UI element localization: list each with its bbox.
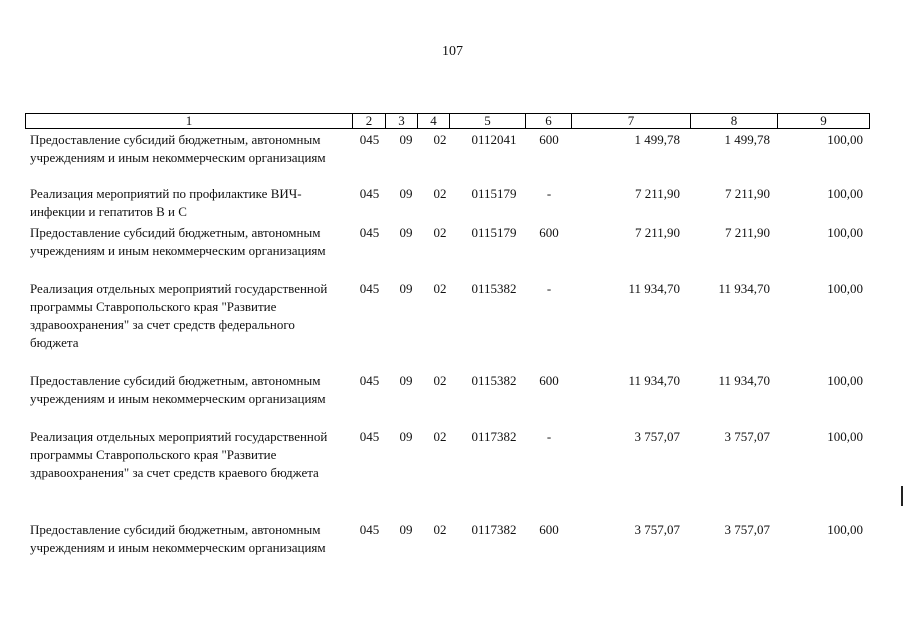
header-col-7: 7 [571, 114, 690, 128]
col-2-value: 045 [359, 281, 380, 296]
col-4-value: 02 [433, 281, 447, 296]
col-3-value: 09 [399, 186, 413, 201]
col-4-value: 02 [433, 132, 447, 147]
col-2-value: 045 [359, 522, 380, 537]
header-col-6: 6 [525, 114, 571, 128]
col-8-value: 1 499,78 [724, 132, 770, 147]
col-3-value: 09 [399, 225, 413, 240]
row-description: Предоставление субсидий бюджетным, автономным учреждениям и иным некоммерческим организациям [30, 225, 326, 258]
col-8-value: 3 757,07 [724, 429, 770, 444]
header-col-1: 1 [185, 113, 193, 128]
col-2-value: 045 [359, 132, 380, 147]
col-2-value: 045 [359, 225, 380, 240]
col-3-value: 09 [399, 373, 413, 388]
row-description: Предоставление субсидий бюджетным, автономным учреждениям и иным некоммерческим организациям [30, 132, 326, 165]
col-3-value: 09 [399, 429, 413, 444]
table-header [25, 113, 870, 129]
col-2-value: 045 [359, 429, 380, 444]
header-col-4: 4 [417, 114, 449, 128]
col-5-value: 0115179 [471, 225, 517, 240]
scan-artifact-mark [901, 486, 903, 506]
col-8-value: 7 211,90 [724, 186, 770, 201]
col-6-value: 600 [539, 225, 559, 240]
col-6-value: 600 [539, 373, 559, 388]
page-number: 107 [442, 44, 463, 59]
col-5-value: 0117382 [471, 522, 517, 537]
col-6-value: 600 [539, 522, 559, 537]
col-9-value: 100,00 [827, 522, 863, 537]
col-6-value: - [546, 429, 552, 444]
col-3-value: 09 [399, 132, 413, 147]
col-3-value: 09 [399, 522, 413, 537]
col-7-value: 11 934,70 [628, 373, 680, 388]
col-4-value: 02 [433, 373, 447, 388]
col-9-value: 100,00 [827, 225, 863, 240]
col-9-value: 100,00 [827, 132, 863, 147]
col-7-value: 1 499,78 [634, 132, 680, 147]
col-4-value: 02 [433, 429, 447, 444]
col-2-value: 045 [359, 186, 380, 201]
col-5-value: 0115382 [471, 373, 517, 388]
col-8-value: 11 934,70 [718, 373, 770, 388]
header-col-8: 8 [690, 114, 777, 128]
header-col-2: 2 [352, 114, 385, 128]
col-6-value: 600 [539, 132, 559, 147]
col-7-value: 7 211,90 [634, 186, 680, 201]
col-5-value: 0112041 [471, 132, 517, 147]
col-3-value: 09 [399, 281, 413, 296]
row-description: Предоставление субсидий бюджетным, автономным учреждениям и иным некоммерческим организациям [30, 522, 326, 555]
col-5-value: 0115179 [471, 186, 517, 201]
row-description: Реализация отдельных мероприятий государственной программы Ставропольского края "Развитие здравоохранения" за счет средств краевого бюджета [30, 429, 328, 480]
header-col-3: 3 [385, 114, 417, 128]
row-description: Реализация отдельных мероприятий государственной программы Ставропольского края "Развитие здравоохранения" за счет средств федерального бюджета [30, 281, 328, 350]
col-4-value: 02 [433, 225, 447, 240]
col-9-value: 100,00 [827, 281, 863, 296]
col-8-value: 7 211,90 [724, 225, 770, 240]
col-5-value: 0117382 [471, 429, 517, 444]
col-4-value: 02 [433, 522, 447, 537]
col-6-value: - [546, 281, 552, 296]
col-2-value: 045 [359, 373, 380, 388]
col-6-value: - [546, 186, 552, 201]
header-col-5: 5 [449, 114, 525, 128]
header-col-9: 9 [777, 114, 869, 128]
col-4-value: 02 [433, 186, 447, 201]
row-description: Реализация мероприятий по профилактике ВИЧ-инфекции и гепатитов В и С [30, 186, 302, 219]
col-5-value: 0115382 [471, 281, 517, 296]
col-9-value: 100,00 [827, 373, 863, 388]
col-7-value: 3 757,07 [634, 429, 680, 444]
col-9-value: 100,00 [827, 186, 863, 201]
col-7-value: 3 757,07 [634, 522, 680, 537]
col-7-value: 11 934,70 [628, 281, 680, 296]
col-7-value: 7 211,90 [634, 225, 680, 240]
row-description: Предоставление субсидий бюджетным, автономным учреждениям и иным некоммерческим организациям [30, 373, 326, 406]
col-9-value: 100,00 [827, 429, 863, 444]
col-8-value: 3 757,07 [724, 522, 770, 537]
col-8-value: 11 934,70 [718, 281, 770, 296]
